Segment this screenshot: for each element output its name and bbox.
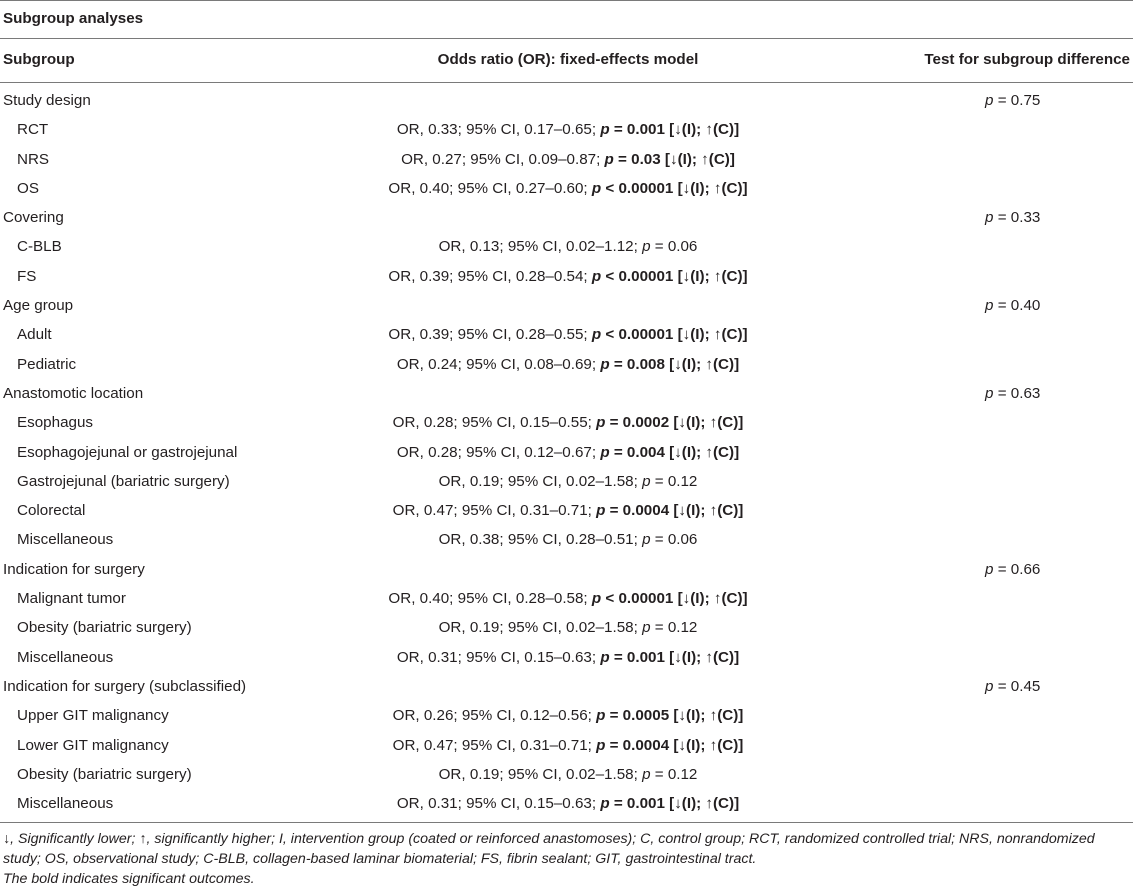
header-subgroup: Subgroup xyxy=(3,51,75,68)
p-value: = 0.12 xyxy=(650,472,698,490)
or-ci-text: OR, 0.33; 95% CI, 0.17–0.65; xyxy=(396,121,601,139)
subgroup-difference xyxy=(985,86,1040,115)
table-row xyxy=(0,496,1133,525)
row-label: FS xyxy=(17,267,37,285)
subgroup-difference-value: = 0.63 xyxy=(997,384,1041,402)
p-value: < 0.00001 xyxy=(601,590,674,608)
row-label: Malignant tumor xyxy=(17,590,126,608)
row-label: Colorectal xyxy=(17,502,86,520)
subgroup-name: Anastomotic location xyxy=(3,384,144,402)
or-ci-text: OR, 0.28; 95% CI, 0.12–0.67; xyxy=(396,443,601,461)
effect-direction: [↓(I); ↑(C)] xyxy=(669,736,744,754)
p-value: = 0.0002 xyxy=(605,414,670,432)
or-ci-text: OR, 0.26; 95% CI, 0.12–0.56; xyxy=(392,707,597,725)
subgroup-difference-value: = 0.75 xyxy=(997,92,1041,109)
p-symbol: p xyxy=(600,121,610,139)
table-row xyxy=(0,525,1133,554)
table-row xyxy=(0,643,1133,672)
row-label: Esophagojejunal or gastrojejunal xyxy=(17,443,238,461)
effect-direction: [↓(I); ↑(C)] xyxy=(673,590,748,608)
p-value: = 0.06 xyxy=(650,238,698,256)
table-row xyxy=(0,584,1133,613)
p-symbol: p xyxy=(985,297,994,315)
significant-result xyxy=(592,180,748,197)
or-ci-text: OR, 0.47; 95% CI, 0.31–0.71; xyxy=(392,736,597,754)
row-label: Gastrojejunal (bariatric surgery) xyxy=(17,472,230,490)
p-symbol: p xyxy=(596,736,606,754)
footnote-bold: The bold indicates significant outcomes. xyxy=(3,871,255,887)
table-row xyxy=(0,232,1133,261)
odds-ratio-cell xyxy=(303,731,833,760)
odds-ratio-cell xyxy=(303,496,833,525)
effect-direction: [↓(I); ↑(C)] xyxy=(669,707,744,725)
p-symbol: p xyxy=(985,92,994,109)
odds-ratio-cell xyxy=(303,262,833,291)
row-label: Miscellaneous xyxy=(17,648,114,666)
odds-ratio-cell xyxy=(303,350,833,379)
or-ci-text: OR, 0.13; 95% CI, 0.02–1.12; xyxy=(438,238,643,256)
table-row xyxy=(0,408,1133,437)
p-value: = 0.06 xyxy=(650,531,698,549)
row-label: Esophagus xyxy=(17,414,93,432)
p-symbol: p xyxy=(985,384,994,402)
subgroup-header-row xyxy=(0,379,1133,408)
significant-result xyxy=(592,590,748,607)
table-row xyxy=(0,789,1133,818)
row-label: OS xyxy=(17,179,39,197)
header-rule xyxy=(0,82,1133,83)
effect-direction: [↓(I); ↑(C)] xyxy=(664,795,740,813)
p-symbol: p xyxy=(591,590,602,608)
table-row xyxy=(0,760,1133,789)
table-row xyxy=(0,174,1133,203)
row-label: Obesity (bariatric surgery) xyxy=(17,619,192,637)
row-label: Obesity (bariatric surgery) xyxy=(17,765,192,783)
significant-result xyxy=(600,444,739,461)
or-ci-text: OR, 0.24; 95% CI, 0.08–0.69; xyxy=(396,355,601,373)
row-label: RCT xyxy=(17,121,49,139)
effect-direction: [↓(I); ↑(C)] xyxy=(673,179,748,197)
subgroup-difference xyxy=(985,203,1040,232)
subgroup-header-row xyxy=(0,86,1133,115)
p-symbol: p xyxy=(985,677,994,695)
p-value: < 0.00001 xyxy=(601,267,674,285)
p-symbol: p xyxy=(642,619,651,637)
table-body xyxy=(0,86,1133,818)
p-value: = 0.0005 xyxy=(605,707,670,725)
p-value: = 0.12 xyxy=(650,765,698,783)
effect-direction: [↓(I); ↑(C)] xyxy=(664,443,740,461)
odds-ratio-cell xyxy=(303,789,833,818)
p-symbol: p xyxy=(596,707,606,725)
or-ci-text: OR, 0.38; 95% CI, 0.28–0.51; xyxy=(438,531,643,549)
significant-result xyxy=(592,326,748,343)
table-row xyxy=(0,438,1133,467)
p-symbol: p xyxy=(642,472,651,490)
subgroup-difference xyxy=(985,291,1040,320)
p-value: = 0.12 xyxy=(650,619,698,637)
subgroup-name: Study design xyxy=(3,92,91,109)
or-ci-text: OR, 0.19; 95% CI, 0.02–1.58; xyxy=(438,472,643,490)
p-value: = 0.001 xyxy=(609,795,665,813)
subgroup-header-row xyxy=(0,672,1133,701)
subgroup-name: Indication for surgery (subclassified) xyxy=(3,677,247,695)
effect-direction: [↓(I); ↑(C)] xyxy=(664,355,740,373)
significant-result xyxy=(596,737,743,754)
odds-ratio-cell xyxy=(303,232,833,261)
row-label: Upper GIT malignancy xyxy=(17,707,169,725)
or-ci-text: OR, 0.31; 95% CI, 0.15–0.63; xyxy=(396,795,601,813)
subgroup-difference-value: = 0.66 xyxy=(997,560,1041,578)
p-symbol: p xyxy=(591,326,602,344)
subgroup-header-row xyxy=(0,555,1133,584)
p-symbol: p xyxy=(642,238,651,256)
or-ci-text: OR, 0.40; 95% CI, 0.27–0.60; xyxy=(388,179,592,197)
p-symbol: p xyxy=(985,560,994,578)
p-symbol: p xyxy=(600,648,610,666)
subgroup-name: Covering xyxy=(3,209,64,227)
effect-direction: [↓(I); ↑(C)] xyxy=(664,121,740,139)
table-row xyxy=(0,467,1133,496)
odds-ratio-cell xyxy=(303,701,833,730)
significant-result xyxy=(596,502,743,519)
caption-rule xyxy=(0,38,1133,39)
p-symbol: p xyxy=(604,150,614,168)
effect-direction: [↓(I); ↑(C)] xyxy=(673,267,748,285)
p-value: = 0.03 xyxy=(613,150,661,168)
table-row xyxy=(0,701,1133,730)
row-label: Miscellaneous xyxy=(17,795,114,813)
table-row xyxy=(0,350,1133,379)
subgroup-name: Age group xyxy=(3,297,74,315)
p-value: = 0.0004 xyxy=(605,502,670,520)
footnote-abbreviations: ↓, Significantly lower; ↑, significantly higher; I, intervention group (coated or reinforced anastomoses); C, control group; RCT, randomized controlled trial; NRS, nonrandomized study; OS, observational study; C-BLB, collagen-based laminar biomaterial; FS, fibrin sealant; GIT, gastrointestinal tract. xyxy=(3,831,1095,867)
p-symbol: p xyxy=(642,531,651,549)
table-footnotes xyxy=(3,829,1128,889)
significant-result xyxy=(600,795,739,812)
or-ci-text: OR, 0.19; 95% CI, 0.02–1.58; xyxy=(438,765,643,783)
odds-ratio-cell xyxy=(303,408,833,437)
odds-ratio-cell xyxy=(303,174,833,203)
row-label: Adult xyxy=(17,326,52,344)
odds-ratio-cell xyxy=(303,584,833,613)
subgroup-difference-value: = 0.40 xyxy=(997,297,1041,315)
odds-ratio-cell xyxy=(303,525,833,554)
significant-result xyxy=(605,151,735,168)
row-label: C-BLB xyxy=(17,238,62,256)
subgroup-name: Indication for surgery xyxy=(3,560,145,578)
subgroup-difference xyxy=(985,555,1040,584)
subgroup-header-row xyxy=(0,203,1133,232)
table-row xyxy=(0,731,1133,760)
effect-direction: [↓(I); ↑(C)] xyxy=(669,502,744,520)
or-ci-text: OR, 0.39; 95% CI, 0.28–0.55; xyxy=(388,326,592,344)
p-symbol: p xyxy=(642,765,651,783)
row-label: Lower GIT malignancy xyxy=(17,736,169,754)
header-test: Test for subgroup difference xyxy=(924,51,1130,68)
p-symbol: p xyxy=(596,502,606,520)
p-symbol: p xyxy=(591,267,602,285)
effect-direction: [↓(I); ↑(C)] xyxy=(660,150,735,168)
odds-ratio-cell xyxy=(303,760,833,789)
row-label: NRS xyxy=(17,150,50,168)
or-ci-text: OR, 0.47; 95% CI, 0.31–0.71; xyxy=(392,502,597,520)
header-odds-ratio: Odds ratio (OR): fixed-effects model xyxy=(437,51,699,68)
p-value: < 0.00001 xyxy=(601,326,674,344)
odds-ratio-cell xyxy=(303,115,833,144)
table-row xyxy=(0,262,1133,291)
p-symbol: p xyxy=(591,179,602,197)
effect-direction: [↓(I); ↑(C)] xyxy=(664,648,740,666)
odds-ratio-cell xyxy=(303,438,833,467)
odds-ratio-cell xyxy=(303,613,833,642)
odds-ratio-cell xyxy=(303,145,833,174)
table-row xyxy=(0,115,1133,144)
significant-result xyxy=(592,268,748,285)
p-value: = 0.008 xyxy=(609,355,665,373)
p-symbol: p xyxy=(600,443,610,461)
odds-ratio-cell xyxy=(303,320,833,349)
row-label: Miscellaneous xyxy=(17,531,114,549)
p-value: = 0.001 xyxy=(609,648,665,666)
or-ci-text: OR, 0.28; 95% CI, 0.15–0.55; xyxy=(392,414,597,432)
p-value: < 0.00001 xyxy=(601,179,674,197)
or-ci-text: OR, 0.19; 95% CI, 0.02–1.58; xyxy=(438,619,643,637)
table-header xyxy=(0,46,1133,74)
p-symbol: p xyxy=(596,414,606,432)
effect-direction: [↓(I); ↑(C)] xyxy=(673,326,748,344)
subgroup-difference xyxy=(985,379,1040,408)
or-ci-text: OR, 0.31; 95% CI, 0.15–0.63; xyxy=(396,648,601,666)
table-row xyxy=(0,613,1133,642)
top-rule xyxy=(0,0,1133,1)
significant-result xyxy=(600,356,739,373)
p-symbol: p xyxy=(600,355,610,373)
odds-ratio-cell xyxy=(303,467,833,496)
row-label: Pediatric xyxy=(17,355,77,373)
p-symbol: p xyxy=(600,795,610,813)
subgroup-difference-value: = 0.33 xyxy=(997,209,1041,227)
table-caption: Subgroup analyses xyxy=(3,10,144,27)
table-row xyxy=(0,145,1133,174)
table-row xyxy=(0,320,1133,349)
p-symbol: p xyxy=(985,209,994,227)
bottom-rule xyxy=(0,822,1133,823)
subgroup-difference-value: = 0.45 xyxy=(997,677,1041,695)
significant-result xyxy=(596,414,743,431)
effect-direction: [↓(I); ↑(C)] xyxy=(669,414,744,432)
subgroup-header-row xyxy=(0,291,1133,320)
or-ci-text: OR, 0.27; 95% CI, 0.09–0.87; xyxy=(401,150,605,168)
significant-result xyxy=(600,121,739,138)
p-value: = 0.0004 xyxy=(605,736,670,754)
significant-result xyxy=(600,649,739,666)
subgroup-difference xyxy=(985,672,1040,701)
odds-ratio-cell xyxy=(303,643,833,672)
significant-result xyxy=(596,707,743,724)
or-ci-text: OR, 0.39; 95% CI, 0.28–0.54; xyxy=(388,267,592,285)
p-value: = 0.001 xyxy=(609,121,665,139)
p-value: = 0.004 xyxy=(609,443,665,461)
or-ci-text: OR, 0.40; 95% CI, 0.28–0.58; xyxy=(388,590,592,608)
